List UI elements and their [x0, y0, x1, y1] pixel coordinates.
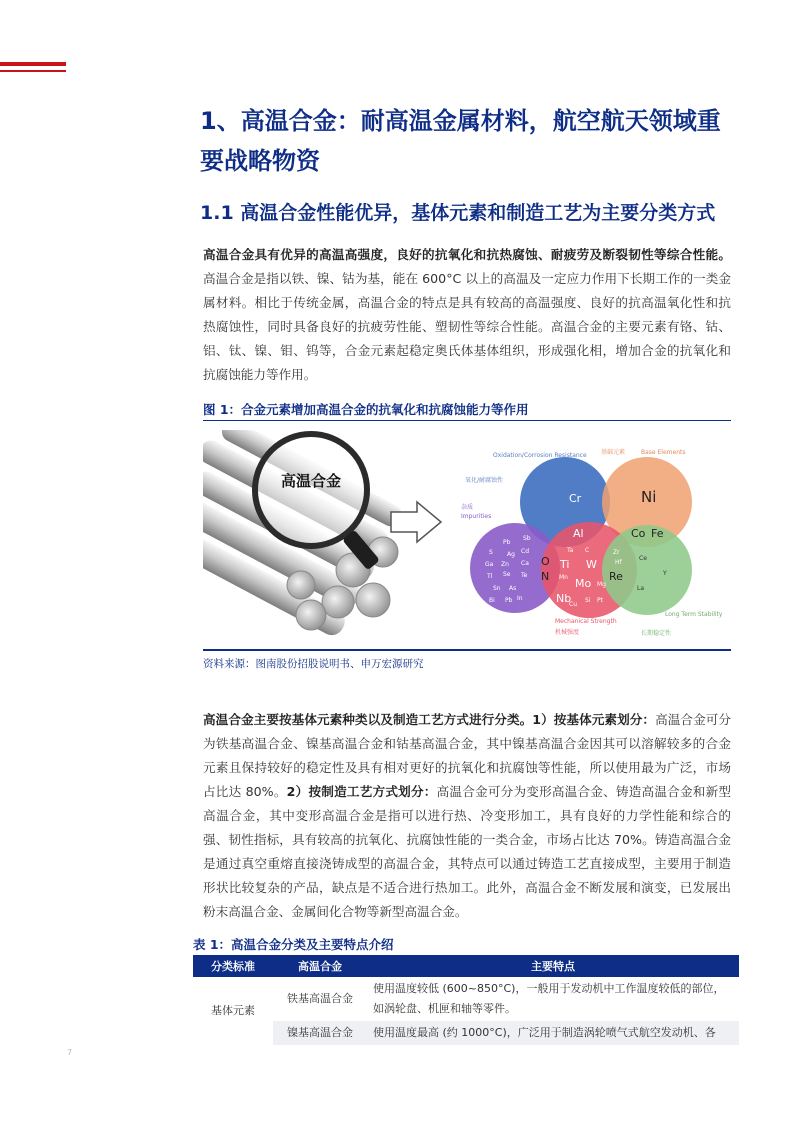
minor-element: Ta [567, 547, 574, 554]
venn-label-stability-cn: 长期稳定性 [641, 630, 672, 637]
impurity-element: Zn [501, 561, 509, 568]
venn-label-oxidation: Oxidation/Corrosion Resistance [493, 452, 587, 459]
figure-illustration [203, 430, 731, 645]
venn-label-oxidation-cn: 氧化/耐腐蚀性 [465, 477, 504, 484]
table-cell-alloy: 镍基高温合金 [273, 1021, 367, 1045]
impurity-element: Te [521, 572, 528, 579]
table-cell-category: 基体元素 [211, 1004, 255, 1017]
impurity-element: Tl [487, 573, 493, 580]
impurity-element: Ag [507, 551, 515, 558]
paragraph-intro-lead: 高温合金具有优异的高温高强度，良好的抗氧化和抗热腐蚀、耐疲劳及断裂韧性等综合性能。 [203, 247, 731, 262]
minor-element: Ce [639, 555, 647, 562]
figure-1 [203, 430, 731, 645]
impurity-element: Se [503, 571, 511, 578]
minor-element: Si [585, 597, 591, 604]
header-accent-line [0, 70, 66, 72]
venn-label-strength-cn: 机械强度 [555, 629, 580, 636]
element-n: N [541, 570, 550, 583]
minor-element: Y [663, 570, 667, 577]
paragraph-classification [203, 708, 731, 924]
table-header-feature: 主要特点 [367, 955, 739, 977]
figure-source: 资料来源：图南股份招股说明书、申万宏源研究 [203, 658, 424, 670]
paragraph-intro-body: 高温合金是指以铁、镍、钴为基，能在 600°C 以上的高温及一定应力作用下长期工作的一类金属材料。相比于传统金属，高温合金的特点是具有较高的高温强度、良好的抗高温氧化性和抗热腐蚀性，同时具备良好的抗疲劳性能、塑韧性等综合性能。高温合金的主要元素有铬、钴、铝、钛、镍、钼、钨等，合金元素起稳定奥氏体基体组织，形成强化相，增加合金的抗氧化和抗腐蚀能力等作用。 [203, 271, 731, 382]
page-number: 7 [67, 1048, 73, 1057]
impurity-element: Ca [521, 560, 529, 567]
element-nb: Nb [556, 592, 572, 605]
minor-element: La [637, 585, 645, 592]
impurity-element: Bi [489, 597, 495, 604]
minor-element: Zr [613, 549, 620, 556]
table-row [193, 1021, 739, 1045]
subsection-heading: 1.1 高温合金性能优异，基体元素和制造工艺为主要分类方式 [200, 202, 716, 224]
paragraph-intro [203, 243, 731, 387]
minor-element: Pt [597, 597, 603, 604]
minor-element: C [585, 547, 590, 554]
figure-rule [203, 649, 731, 651]
venn-label-impurities-cn: 杂质 [461, 504, 474, 511]
venn-label-strength: Mechanical Strength [555, 618, 617, 625]
table-header-row [193, 955, 739, 977]
element-al: Al [573, 527, 584, 540]
magnifier-label: 高温合金 [280, 472, 342, 490]
element-co: Co [631, 527, 646, 540]
venn-diagram [461, 448, 723, 637]
classification-lead-2: 2）按制造工艺方式划分： [286, 784, 437, 799]
element-cr: Cr [569, 492, 582, 505]
element-ni: Ni [641, 488, 657, 506]
element-mo: Mo [575, 577, 592, 590]
impurity-element: Sn [493, 585, 501, 592]
impurity-element: S [489, 549, 493, 556]
minor-element: Mn [559, 574, 568, 581]
impurity-element: Pb [505, 597, 513, 604]
minor-element: Mg [597, 581, 606, 588]
impurity-element: As [509, 585, 517, 592]
table-cell-alloy: 铁基高温合金 [287, 992, 353, 1005]
table-row [193, 977, 739, 1021]
classification-body-1: 高温合金可分为铁基高温合金、镍基高温合金和钴基高温合金，其中镍基高温合金因其可以溶解较多的合金元素且保持较好的稳定性及具有相对更好的抗氧化和抗腐蚀等性能，所以使用最为广泛，市场占比达 80%。 [203, 712, 732, 799]
table-cell-feature: 使用温度最高 (约 1000°C)，广泛用于制造涡轮喷气式航空发动机、各 [367, 1021, 739, 1045]
figure-caption: 图 1：合金元素增加高温合金的抗氧化和抗腐蚀能力等作用 [203, 400, 731, 421]
classification-lead: 高温合金主要按基体元素种类以及制造工艺方式进行分类。1）按基体元素划分： [203, 712, 656, 727]
venn-label-impurities: Impurities [461, 513, 492, 520]
table-cell-feature: 使用温度较低 (600~850°C)，一般用于发动机中工作温度较低的部位，如涡轮盘、机匣和轴等零件。 [373, 982, 725, 1015]
table-header-category: 分类标准 [193, 955, 273, 977]
element-w: W [586, 558, 597, 571]
venn-label-stability: Long Term Stability [665, 611, 723, 618]
impurity-element: Pb [503, 539, 511, 546]
table-caption: 表 1：高温合金分类及主要特点介绍 [193, 937, 394, 952]
minor-element: Cu [569, 601, 577, 608]
venn-label-base-cn: 基础元素 [601, 449, 626, 456]
minor-element: Hf [615, 559, 622, 566]
element-ti: Ti [560, 558, 570, 571]
alloy-table [193, 955, 739, 1045]
classification-body-2: 高温合金可分为变形高温合金、铸造高温合金和新型高温合金，其中变形高温合金是指可以进行热、冷变形加工，具有良好的力学性能和综合的强、韧性指标，具有较高的抗氧化、抗腐蚀性能的一类合金，市场占比达 70%。铸造高温合金是通过真空重熔直接浇铸成型的高温合金，其特点可以通过铸造工艺直接成型，主要用于制造形状比较复杂的产品，缺点是不适合进行热加工。此外，高温合金不断发展和演变，已发展出粉末高温合金、金属间化合物等新型高温合金。 [203, 784, 732, 919]
table-header-alloy: 高温合金 [273, 955, 367, 977]
venn-label-base: Base Elements [641, 449, 686, 456]
header-accent-bar [0, 62, 66, 66]
element-o: O [541, 555, 550, 568]
impurity-element: Sb [523, 535, 531, 542]
section-heading: 1、高温合金：耐高温金属材料，航空航天领域重要战略物资 [200, 107, 721, 175]
impurity-element: Ga [485, 561, 494, 568]
element-fe: Fe [651, 527, 664, 540]
impurity-element: In [517, 595, 523, 602]
element-re: Re [609, 570, 623, 583]
impurity-element: Cd [521, 548, 529, 555]
